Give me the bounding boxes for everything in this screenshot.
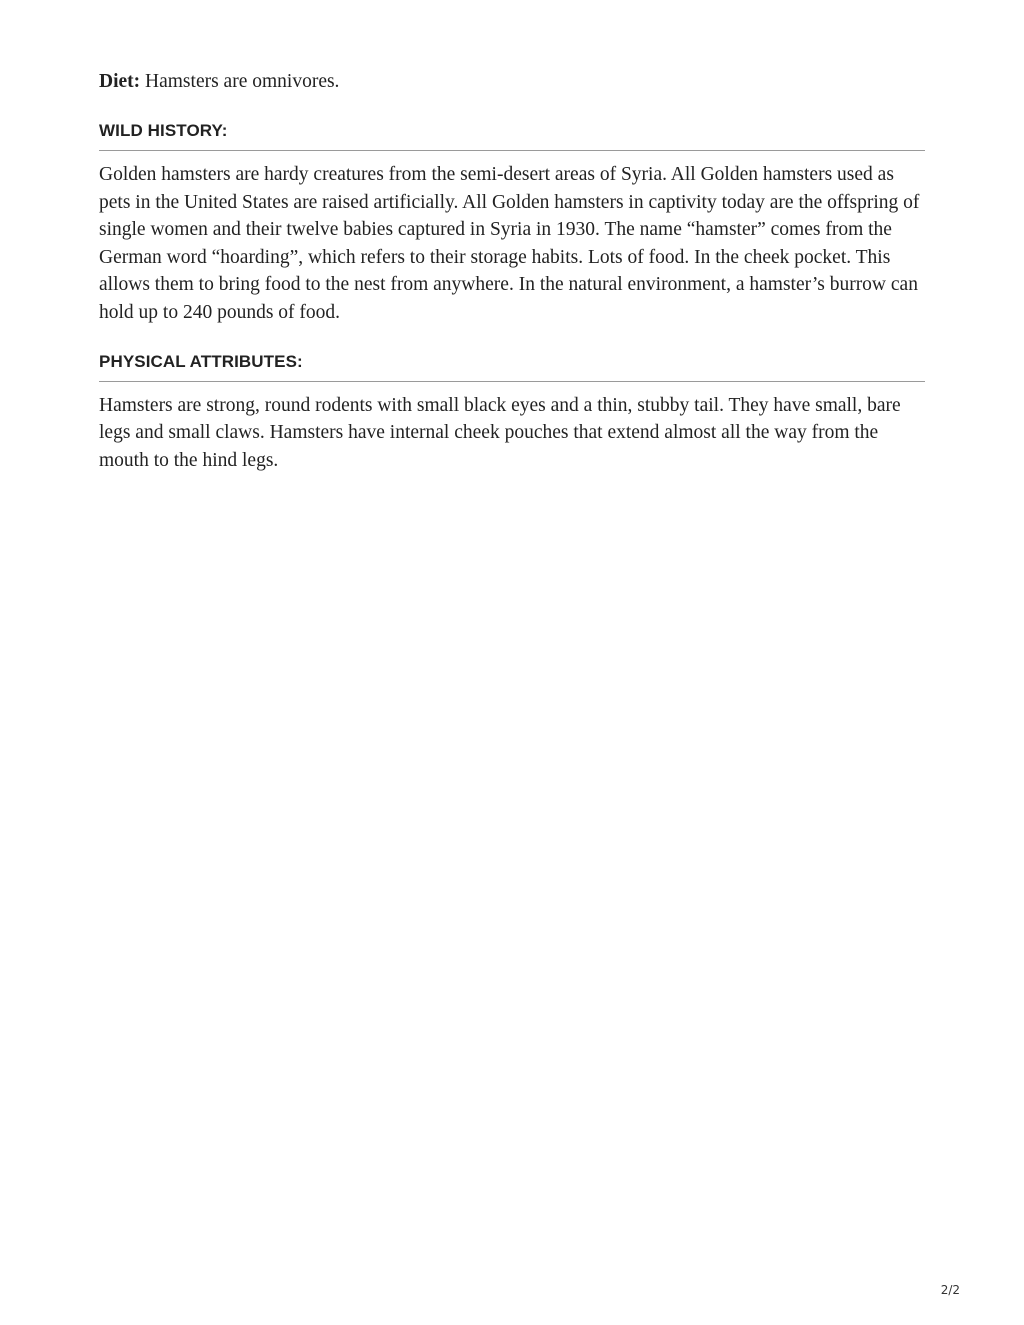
- wild-history-heading: WILD HISTORY:: [99, 120, 925, 151]
- page-number: 2/2: [940, 1283, 960, 1297]
- diet-paragraph: [99, 68, 925, 96]
- physical-attributes-heading: PHYSICAL ATTRIBUTES:: [99, 351, 925, 382]
- wild-history-body: Golden hamsters are hardy creatures from the semi-desert areas of Syria. All Golden hamsters used as pets in the United States are raised artificially. All Golden hamsters in captivity today are the offspring of single women and their twelve babies captured in Syria in 1930. The name “hamster” comes from the German word “hoarding”, which refers to their storage habits. Lots of food. In the cheek pocket. This allows them to bring food to the nest from anywhere. In the natural environment, a hamster’s burrow can hold up to 240 pounds of food.: [99, 164, 920, 323]
- diet-label: Diet:: [99, 71, 141, 92]
- diet-text: Hamsters are omnivores.: [145, 71, 340, 92]
- physical-attributes-body: Hamsters are strong, round rodents with small black eyes and a thin, stubby tail. They have small, bare legs and small claws. Hamsters have internal cheek pouches that extend almost all the way from the mouth to the hind legs.: [99, 394, 901, 471]
- document-content: [99, 68, 925, 474]
